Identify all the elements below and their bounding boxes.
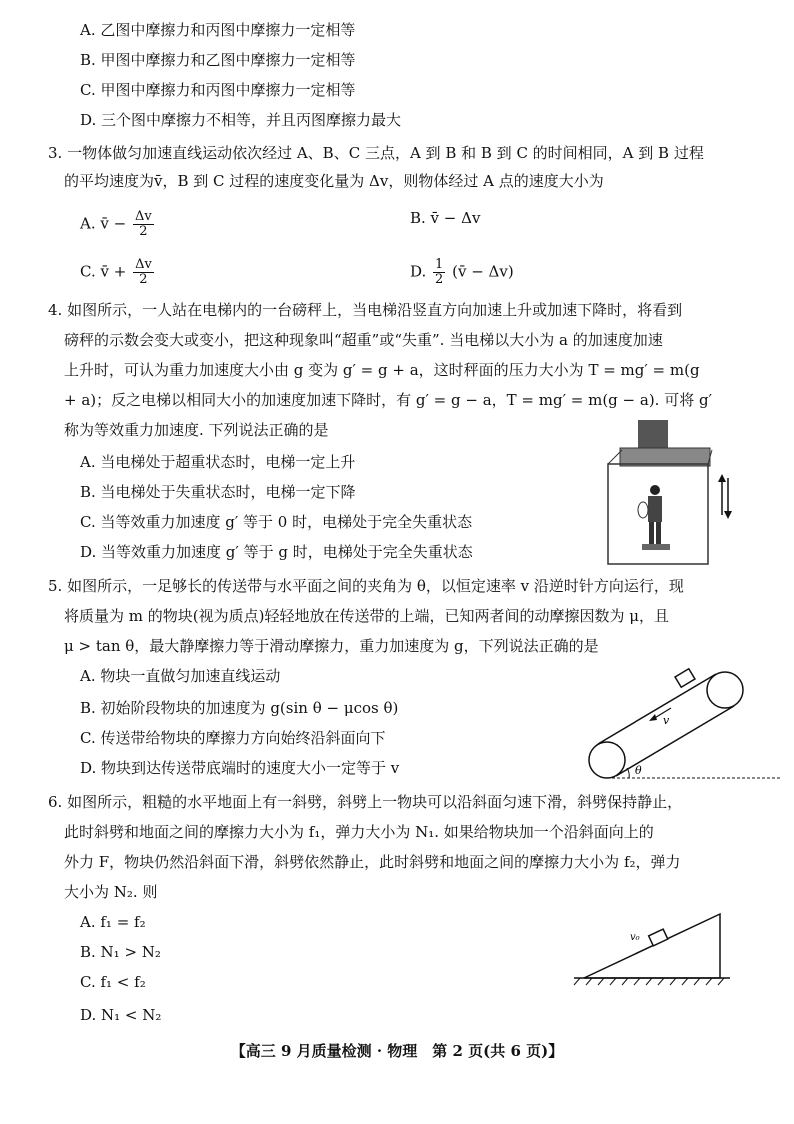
person-leg-left-icon — [649, 522, 654, 544]
page-footer: 【高三 9 月质量检测 · 物理 第 2 页(共 6 页)】 — [230, 1042, 564, 1060]
q3-stem-line2: 的平均速度为v̄，B 到 C 过程的速度变化量为 Δv，则物体经过 A 点的速度大小为 — [64, 172, 604, 190]
q3-option-c-fraction — [133, 258, 154, 287]
q3-option-d — [410, 258, 514, 287]
q6-option-d: D. N₁ < N₂ — [80, 1006, 162, 1024]
q3-option-a-num: Δv — [134, 209, 152, 224]
scale-icon — [642, 544, 670, 550]
q5-stem-line3: μ > tan θ，最大静摩擦力等于滑动摩擦力，重力加速度为 g，下列说法正确的是 — [64, 637, 599, 655]
q4-option-a: A. 当电梯处于超重状态时，电梯一定上升 — [80, 453, 356, 471]
q3-option-a-prefix: A. v̄ − — [80, 214, 127, 233]
q2-option-b: B. 甲图中摩擦力和乙图中摩擦力一定相等 — [80, 51, 356, 69]
person-head-icon — [650, 485, 660, 495]
q3-option-c-num: Δv — [135, 257, 152, 272]
q4-option-b: B. 当电梯处于失重状态时，电梯一定下降 — [80, 483, 356, 501]
q5-stem-line2: 将质量为 m 的物块(视为质点)轻轻地放在传送带的上端，已知两者间的动摩擦因数为 μ，且 — [64, 607, 669, 625]
block-icon — [675, 669, 695, 688]
q3-option-c — [80, 258, 156, 287]
q6-stem-line4: 大小为 N₂. 则 — [64, 883, 158, 901]
q3-option-d-fraction — [433, 258, 445, 287]
q2-option-c: C. 甲图中摩擦力和丙图中摩擦力一定相等 — [80, 81, 356, 99]
q6-stem-line1: 6. 如图所示，粗糙的水平地面上有一斜劈，斜劈上一物块可以沿斜面匀速下滑，斜劈保持静止， — [48, 793, 683, 811]
conveyor-figure — [585, 660, 785, 785]
elevator-cable — [638, 420, 668, 450]
elevator-figure — [600, 420, 740, 570]
person-body-icon — [648, 496, 662, 522]
person-leg-right-icon — [656, 522, 661, 544]
q3-option-a — [80, 210, 156, 239]
velocity-label: v — [663, 714, 670, 727]
q4-stem-line1: 4. 如图所示，一人站在电梯内的一台磅秤上，当电梯沿竖直方向加速上升或加速下降时，将看到 — [48, 301, 683, 319]
v0-label: v₀ — [630, 932, 640, 943]
q4-stem-line3: 上升时，可认为重力加速度大小由 g 变为 g′ = g + a，这时秤面的压力大小为 T = mg′ = m(g — [64, 361, 700, 379]
down-arrowhead-icon — [724, 511, 732, 519]
q3-option-c-prefix: C. v̄ + — [80, 262, 127, 281]
q4-option-d: D. 当等效重力加速度 g′ 等于 g 时，电梯处于完全失重状态 — [80, 543, 473, 561]
q6-stem-line3: 外力 F，物块仍然沿斜面下滑，斜劈依然静止，此时斜劈和地面之间的摩擦力大小为 f₂，弹力 — [64, 853, 681, 871]
q3-option-a-den: 2 — [139, 224, 148, 239]
q2-option-d: D. 三个图中摩擦力不相等，并且丙图摩擦力最大 — [80, 111, 402, 129]
up-arrowhead-icon — [718, 474, 726, 482]
q3-option-a-fraction — [133, 210, 154, 239]
q3-option-d-den: 2 — [435, 272, 444, 287]
q3-option-d-prefix: D. — [410, 262, 427, 281]
q2-option-a: A. 乙图中摩擦力和丙图中摩擦力一定相等 — [80, 21, 356, 39]
q5-option-d: D. 物块到达传送带底端时的速度大小一定等于 v — [80, 759, 400, 777]
q6-option-c: C. f₁ < f₂ — [80, 973, 146, 991]
velocity-arrowhead-icon — [649, 714, 657, 721]
q4-stem-line2: 磅秤的示数会变大或变小，把这种现象叫“超重”或“失重”. 当电梯以大小为 a 的加速度加速 — [64, 331, 663, 349]
q6-stem-line2: 此时斜劈和地面之间的摩擦力大小为 f₁，弹力大小为 N₁. 如果给物块加一个沿斜面向上的 — [64, 823, 654, 841]
q5-option-b: B. 初始阶段物块的加速度为 g(sin θ − μcos θ) — [80, 699, 399, 717]
lower-pulley-icon — [589, 742, 625, 778]
q4-stem-line4: + a)；反之电梯以相同大小的加速度加速下降时，有 g′ = g − a，T = mg′ = m(g − a). 可将 g′ — [64, 391, 712, 409]
q5-stem-line1: 5. 如图所示，一足够长的传送带与水平面之间的夹角为 θ，以恒定速率 v 沿逆时针方向运行，现 — [48, 577, 684, 595]
belt-top — [598, 674, 716, 744]
q4-stem-line5: 称为等效重力加速度. 下列说法正确的是 — [64, 421, 329, 439]
upper-pulley-icon — [707, 672, 743, 708]
q5-option-c: C. 传送带给物块的摩擦力方向始终沿斜面向下 — [80, 729, 386, 747]
wedge-icon — [584, 914, 720, 978]
q6-option-b: B. N₁ > N₂ — [80, 943, 161, 961]
q3-stem-line1: 3. 一物体做匀加速直线运动依次经过 A、B、C 三点，A 到 B 和 B 到 C 的时间相同，A 到 B 过程 — [48, 144, 704, 162]
q5-option-a: A. 物块一直做匀加速直线运动 — [80, 667, 281, 685]
q4-option-c: C. 当等效重力加速度 g′ 等于 0 时，电梯处于完全失重状态 — [80, 513, 473, 531]
belt-bottom — [616, 706, 734, 776]
theta-label: θ — [635, 764, 642, 777]
scale-dial-icon — [638, 502, 648, 518]
angle-arc — [627, 768, 629, 778]
q3-option-d-num: 1 — [435, 257, 444, 272]
q3-option-b: B. v̄ − Δv — [410, 209, 481, 227]
q6-option-a: A. f₁ = f₂ — [80, 913, 146, 931]
q3-option-c-den: 2 — [139, 272, 148, 287]
q3-option-d-suffix: (v̄ − Δv) — [452, 262, 514, 281]
wedge-figure — [570, 910, 740, 990]
ground-hatch — [574, 978, 724, 985]
